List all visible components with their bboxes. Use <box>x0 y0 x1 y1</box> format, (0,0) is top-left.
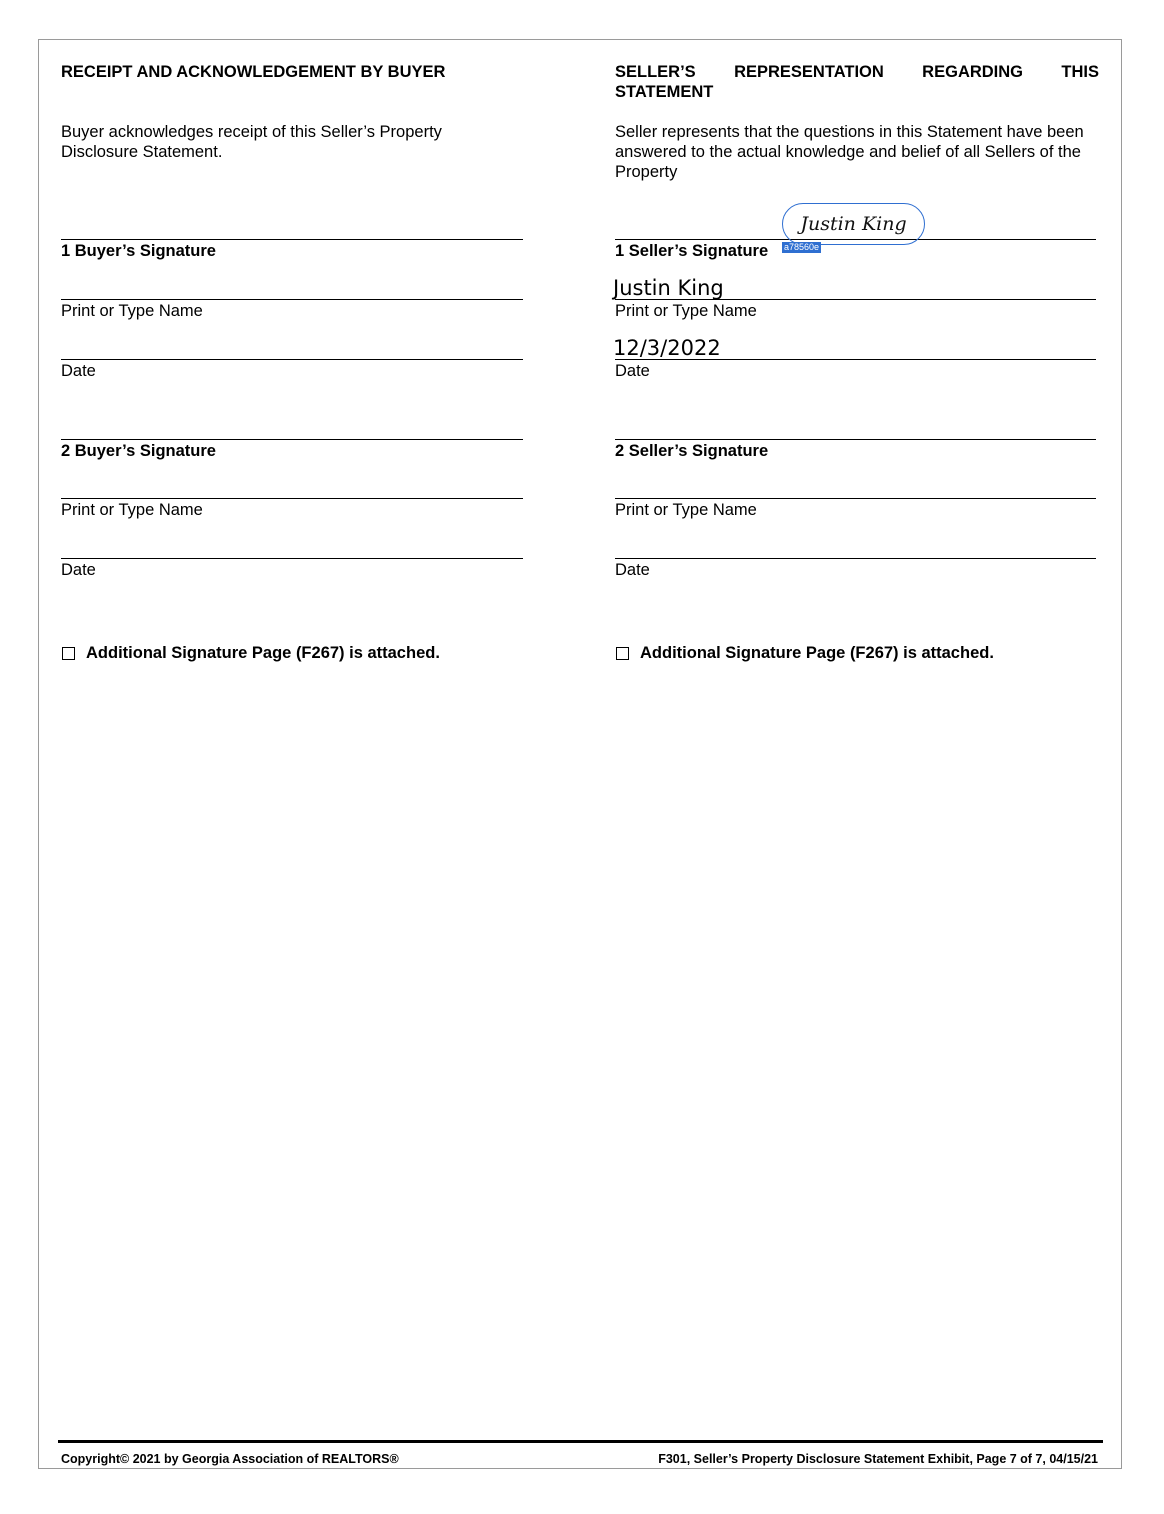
buyer-1-date-label: Date <box>61 362 96 380</box>
seller-additional-page-checkbox[interactable] <box>616 647 629 660</box>
seller-1-date-label: Date <box>615 362 650 380</box>
seller-additional-signature-row[interactable] <box>616 643 994 663</box>
footer-form-info: F301, Seller’s Property Disclosure Statement Exhibit, Page 7 of 7, 04/15/21 <box>658 1452 1098 1466</box>
seller-1-date-value: 12/3/2022 <box>613 336 721 360</box>
buyer-1-signature-label: 1 Buyer’s Signature <box>61 242 216 260</box>
buyer-2-signature-label: 2 Buyer’s Signature <box>61 442 216 460</box>
seller-1-print-name-label: Print or Type Name <box>615 302 757 320</box>
seller-signature-stamp <box>782 203 925 245</box>
buyer-2-date-line[interactable] <box>61 558 523 559</box>
buyer-1-print-name-line[interactable] <box>61 299 523 300</box>
seller-2-print-name-label: Print or Type Name <box>615 501 757 519</box>
buyer-additional-page-label: Additional Signature Page (F267) is attached. <box>86 644 440 662</box>
seller-1-date-line[interactable] <box>615 359 1096 360</box>
buyer-additional-signature-row[interactable] <box>62 643 440 663</box>
buyer-1-date-line[interactable] <box>61 359 523 360</box>
seller-1-signature-label: 1 Seller’s Signature <box>615 242 769 260</box>
seller-1-print-name-line[interactable] <box>615 299 1096 300</box>
buyer-2-signature-line[interactable] <box>61 439 523 440</box>
seller-2-print-name-line[interactable] <box>615 498 1096 499</box>
seller-2-date-line[interactable] <box>615 558 1096 559</box>
seller-2-signature-line[interactable] <box>615 439 1096 440</box>
buyer-2-print-name-label: Print or Type Name <box>61 501 203 519</box>
buyer-2-date-label: Date <box>61 561 96 579</box>
seller-additional-page-label: Additional Signature Page (F267) is attached. <box>640 644 994 662</box>
seller-2-signature-label: 2 Seller’s Signature <box>615 442 769 460</box>
seller-signature-name: Justin King <box>800 213 907 235</box>
buyer-heading: RECEIPT AND ACKNOWLEDGEMENT BY BUYER <box>61 63 446 81</box>
buyer-2-print-name-line[interactable] <box>61 498 523 499</box>
buyer-1-signature-line[interactable] <box>61 239 523 240</box>
buyer-additional-page-checkbox[interactable] <box>62 647 75 660</box>
seller-representation-text: Seller represents that the questions in this Statement have been answered to the actual knowledge and belief of all Sellers of the Property <box>615 123 1084 181</box>
seller-heading-line1: SELLER’S REPRESENTATION REGARDING THIS <box>615 63 1099 81</box>
seller-2-date-label: Date <box>615 561 650 579</box>
footer-rule <box>58 1440 1103 1443</box>
seller-1-print-name-value: Justin King <box>613 276 724 300</box>
seller-heading-line2: STATEMENT <box>615 83 714 101</box>
buyer-acknowledgement-text: Buyer acknowledges receipt of this Seller’s Property Disclosure Statement. <box>61 123 442 161</box>
footer-copyright: Copyright© 2021 by Georgia Association of REALTORS® <box>61 1452 399 1466</box>
buyer-1-print-name-label: Print or Type Name <box>61 302 203 320</box>
seller-signature-id-badge: a78560e <box>784 242 820 252</box>
